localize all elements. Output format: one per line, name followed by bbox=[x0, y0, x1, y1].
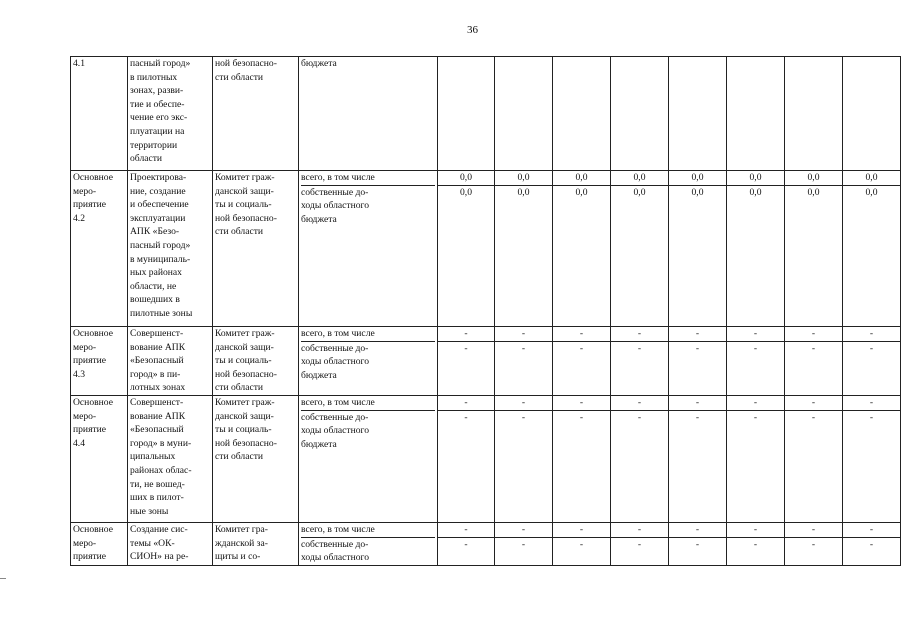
value: 0,0 bbox=[553, 171, 610, 186]
cell-measure-description: Создание сис- темы «ОК- СИОН» на ре- bbox=[128, 523, 213, 566]
cell-measure-description: пасный город» в пилотных зонах, разви- тие и обеспе- чение его экс- плуатации на территории области bbox=[128, 57, 213, 171]
value: - bbox=[869, 411, 874, 423]
value: - bbox=[869, 342, 874, 354]
value: - bbox=[669, 396, 726, 411]
value: - bbox=[495, 523, 552, 538]
cell-value-col-2 bbox=[495, 396, 553, 523]
value: - bbox=[669, 523, 726, 538]
cell-measure-name: Основное меро- приятие 4.2 bbox=[71, 171, 128, 327]
budget-table bbox=[70, 56, 901, 566]
funding-source-label: всего, в том числе bbox=[301, 523, 435, 538]
cell-value-col-7 bbox=[785, 57, 843, 171]
value: - bbox=[637, 342, 642, 354]
value: - bbox=[438, 523, 494, 538]
value: - bbox=[553, 327, 610, 342]
value: - bbox=[438, 327, 494, 342]
value: - bbox=[637, 538, 642, 550]
value: 0,0 bbox=[517, 186, 530, 198]
cell-value-col-1 bbox=[438, 523, 495, 566]
value: - bbox=[811, 538, 816, 550]
cell-measure-name: Основное меро- приятие 4.4 bbox=[71, 396, 128, 523]
cell-value-col-8 bbox=[843, 171, 901, 327]
cell-value-col-4 bbox=[611, 523, 669, 566]
cell-value-col-6 bbox=[727, 171, 785, 327]
value: - bbox=[843, 523, 900, 538]
value: - bbox=[785, 396, 842, 411]
cell-value-col-7 bbox=[785, 171, 843, 327]
value: 0,0 bbox=[749, 186, 762, 198]
value: - bbox=[753, 342, 758, 354]
cell-value-col-6 bbox=[727, 57, 785, 171]
value bbox=[438, 57, 494, 71]
value: - bbox=[579, 538, 584, 550]
margin-mark bbox=[0, 578, 6, 579]
cell-measure-name: Основное меро- приятие 4.3 bbox=[71, 327, 128, 396]
value: - bbox=[495, 396, 552, 411]
value: - bbox=[669, 327, 726, 342]
cell-measure-description: Совершенст- вование АПК «Безопасный город» в муни- ципальных районах облас- ти, не вошед- ших в пилот- ные зоны bbox=[128, 396, 213, 523]
value: - bbox=[438, 396, 494, 411]
cell-funding-source bbox=[299, 523, 438, 566]
funding-source-label: всего, в том числе bbox=[301, 171, 435, 186]
cell-measure-description: Проектирова- ние, создание и обеспечение эксплуатации АПК «Безо- пасный город» в муниципаль- ных районах области, не вошедших в пилотные зоны bbox=[128, 171, 213, 327]
table-row bbox=[71, 57, 901, 171]
value: 0,0 bbox=[669, 171, 726, 186]
value: 0,0 bbox=[438, 171, 494, 186]
cell-value-col-7 bbox=[785, 396, 843, 523]
value: - bbox=[553, 523, 610, 538]
cell-measure-name: Основное меро- приятие bbox=[71, 523, 128, 566]
value: - bbox=[637, 411, 642, 423]
cell-value-col-5 bbox=[669, 57, 727, 171]
value: - bbox=[579, 411, 584, 423]
value: 0,0 bbox=[785, 171, 842, 186]
value bbox=[843, 57, 900, 71]
table-row bbox=[71, 523, 901, 566]
value: - bbox=[785, 523, 842, 538]
value: - bbox=[464, 411, 468, 423]
value bbox=[553, 57, 610, 71]
value: 0,0 bbox=[727, 171, 784, 186]
value: - bbox=[611, 327, 668, 342]
funding-source-label: бюджета bbox=[301, 58, 337, 69]
value: - bbox=[495, 327, 552, 342]
cell-value-col-6 bbox=[727, 327, 785, 396]
cell-executor: ной безопасно- сти области bbox=[213, 57, 299, 171]
value: - bbox=[753, 538, 758, 550]
value: - bbox=[695, 538, 700, 550]
cell-value-col-1 bbox=[438, 327, 495, 396]
funding-source-label: собственные до- ходы областного бюджета bbox=[301, 342, 370, 381]
value: - bbox=[811, 411, 816, 423]
cell-value-col-6 bbox=[727, 523, 785, 566]
value: - bbox=[611, 523, 668, 538]
value: - bbox=[695, 411, 700, 423]
cell-value-col-3 bbox=[553, 396, 611, 523]
value: 0,0 bbox=[865, 186, 878, 198]
cell-value-col-3 bbox=[553, 327, 611, 396]
cell-funding-source bbox=[299, 57, 438, 171]
cell-value-col-4 bbox=[611, 57, 669, 171]
table-row bbox=[71, 327, 901, 396]
value: - bbox=[785, 327, 842, 342]
value: - bbox=[579, 342, 584, 354]
cell-value-col-3 bbox=[553, 171, 611, 327]
cell-value-col-6 bbox=[727, 396, 785, 523]
value: - bbox=[843, 396, 900, 411]
value: - bbox=[521, 342, 526, 354]
value: 0,0 bbox=[633, 186, 646, 198]
cell-value-col-5 bbox=[669, 523, 727, 566]
value: - bbox=[521, 538, 526, 550]
cell-value-col-2 bbox=[495, 57, 553, 171]
value: - bbox=[811, 342, 816, 354]
cell-value-col-2 bbox=[495, 523, 553, 566]
cell-value-col-8 bbox=[843, 523, 901, 566]
cell-value-col-1 bbox=[438, 171, 495, 327]
value: - bbox=[521, 411, 526, 423]
value bbox=[611, 57, 668, 71]
value: 0,0 bbox=[575, 186, 588, 198]
value: - bbox=[464, 342, 468, 354]
cell-executor: Комитет гра- жданской за- щиты и со- bbox=[213, 523, 299, 566]
funding-source-label: собственные до- ходы областного bbox=[301, 538, 370, 564]
value: - bbox=[727, 396, 784, 411]
cell-executor: Комитет граж- данской защи- ты и социаль- ной безопасно- сти области bbox=[213, 171, 299, 327]
cell-executor: Комитет граж- данской защи- ты и социаль- ной безопасно- сти области bbox=[213, 327, 299, 396]
value: 0,0 bbox=[611, 171, 668, 186]
cell-value-col-3 bbox=[553, 57, 611, 171]
cell-measure-description: Совершенст- вование АПК «Безопасный город» в пи- лотных зонах bbox=[128, 327, 213, 396]
cell-funding-source bbox=[299, 171, 438, 327]
value: - bbox=[843, 327, 900, 342]
cell-value-col-4 bbox=[611, 171, 669, 327]
cell-value-col-2 bbox=[495, 327, 553, 396]
cell-value-col-3 bbox=[553, 523, 611, 566]
value: 0,0 bbox=[460, 186, 472, 198]
value bbox=[495, 57, 552, 71]
value: - bbox=[695, 342, 700, 354]
cell-funding-source bbox=[299, 327, 438, 396]
funding-source-label: собственные до- ходы областного бюджета bbox=[301, 411, 370, 450]
page-number: 36 bbox=[467, 24, 478, 36]
table-row bbox=[71, 396, 901, 523]
value: 0,0 bbox=[807, 186, 820, 198]
value bbox=[785, 57, 842, 71]
value: - bbox=[727, 523, 784, 538]
funding-source-label: собственные до- ходы областного бюджета bbox=[301, 186, 370, 225]
cell-value-col-1 bbox=[438, 396, 495, 523]
value: 0,0 bbox=[495, 171, 552, 186]
cell-value-col-1 bbox=[438, 57, 495, 171]
cell-funding-source bbox=[299, 396, 438, 523]
value: - bbox=[869, 538, 874, 550]
cell-value-col-8 bbox=[843, 57, 901, 171]
value: - bbox=[727, 327, 784, 342]
cell-value-col-7 bbox=[785, 327, 843, 396]
cell-value-col-5 bbox=[669, 171, 727, 327]
table-row bbox=[71, 171, 901, 327]
cell-value-col-5 bbox=[669, 396, 727, 523]
cell-value-col-2 bbox=[495, 171, 553, 327]
value bbox=[669, 57, 726, 71]
value: - bbox=[753, 411, 758, 423]
cell-value-col-4 bbox=[611, 327, 669, 396]
cell-value-col-7 bbox=[785, 523, 843, 566]
value bbox=[727, 57, 784, 71]
value: - bbox=[611, 396, 668, 411]
funding-source-label: всего, в том числе bbox=[301, 327, 435, 342]
value: 0,0 bbox=[843, 171, 900, 186]
funding-source-label: всего, в том числе bbox=[301, 396, 435, 411]
cell-value-col-5 bbox=[669, 327, 727, 396]
cell-value-col-8 bbox=[843, 327, 901, 396]
value: - bbox=[553, 396, 610, 411]
cell-value-col-8 bbox=[843, 396, 901, 523]
cell-executor: Комитет граж- данской защи- ты и социаль- ной безопасно- сти области bbox=[213, 396, 299, 523]
value: 0,0 bbox=[691, 186, 704, 198]
value: - bbox=[464, 538, 468, 550]
cell-value-col-4 bbox=[611, 396, 669, 523]
cell-measure-name: 4.1 bbox=[71, 57, 128, 171]
